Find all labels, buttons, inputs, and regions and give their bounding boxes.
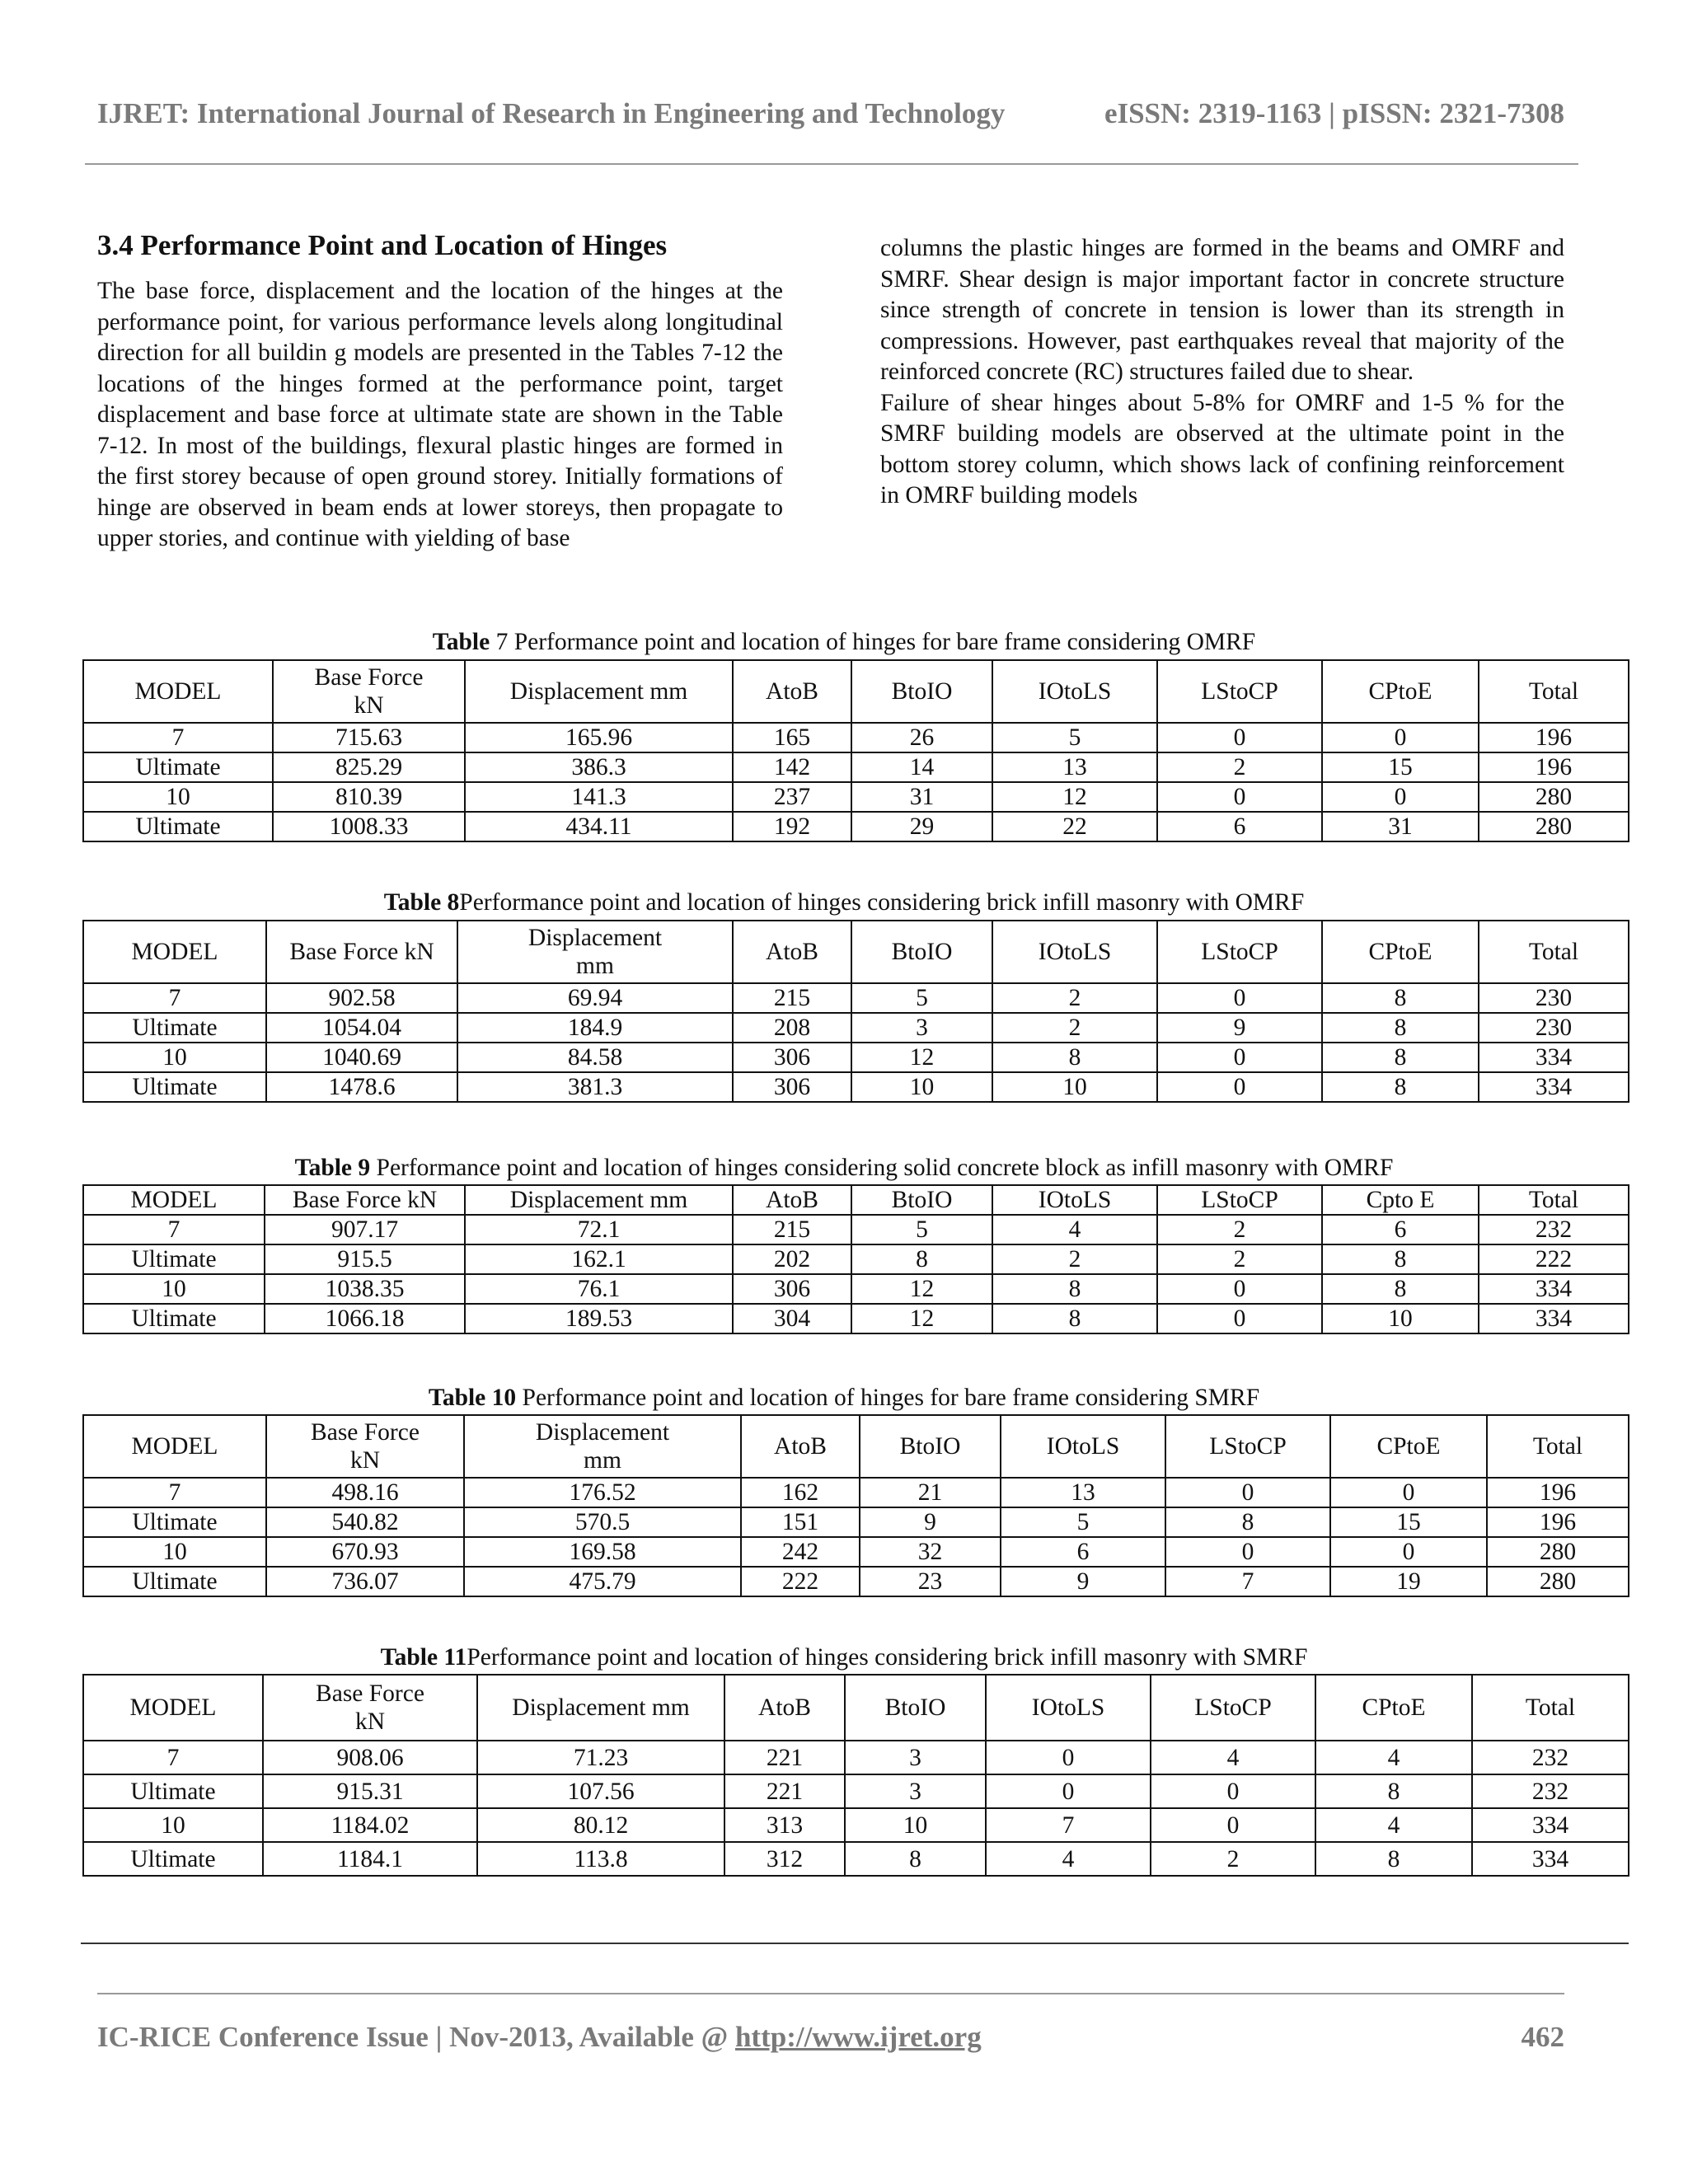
table-cell: 32 xyxy=(860,1537,1001,1567)
table-cell: 242 xyxy=(741,1537,860,1567)
table-cell: 10 xyxy=(992,1072,1157,1102)
table-cell: 31 xyxy=(1322,812,1479,841)
table-row xyxy=(83,752,1629,782)
table-cell: 10 xyxy=(83,1808,263,1842)
table-cell: 8 xyxy=(1322,1013,1479,1043)
table-cell: 4 xyxy=(1315,1741,1472,1774)
table-cell: Ultimate xyxy=(83,1013,266,1043)
table-cell: 2 xyxy=(992,1244,1157,1274)
table-cell: 69.94 xyxy=(457,983,733,1013)
header-cell: IOtoLS xyxy=(1001,1415,1165,1478)
header-cell: MODEL xyxy=(83,1415,266,1478)
header-line: Displacement xyxy=(528,925,663,951)
header-line: Base Force xyxy=(316,1680,424,1707)
table-10 xyxy=(82,1414,1629,1597)
table-cell: 312 xyxy=(724,1842,845,1876)
table-cell: 2 xyxy=(1157,1244,1322,1274)
table-cell: 142 xyxy=(733,752,851,782)
table-label: Table 10 xyxy=(428,1385,517,1411)
table-row xyxy=(83,1774,1629,1808)
table-cell: 0 xyxy=(1330,1478,1487,1507)
table-11-caption xyxy=(0,1644,1688,1671)
table-cell: 6 xyxy=(1157,812,1322,841)
table-cell: 15 xyxy=(1322,752,1479,782)
table-label: Table 9 xyxy=(294,1155,371,1181)
table-header-row xyxy=(83,921,1629,983)
table-cell: 334 xyxy=(1479,1274,1629,1304)
table-cell: 7 xyxy=(986,1808,1151,1842)
table-cell: 498.16 xyxy=(266,1478,464,1507)
table-row xyxy=(83,983,1629,1013)
table-cell: 232 xyxy=(1472,1774,1629,1808)
table-caption-text: Performance point and location of hinges considering brick infill masonry with SMRF xyxy=(467,1644,1308,1671)
table-caption-text: Performance point and location of hinges considering solid concrete block as infill masonry with OMRF xyxy=(370,1155,1394,1181)
table-cell: 8 xyxy=(1322,1043,1479,1072)
header-line: kN xyxy=(354,692,384,719)
header-cell: MODEL xyxy=(83,660,273,723)
table-cell: 334 xyxy=(1479,1072,1629,1102)
table-cell: 6 xyxy=(1322,1215,1479,1244)
table-cell: 810.39 xyxy=(273,782,465,812)
table-cell: 162 xyxy=(741,1478,860,1507)
table-row xyxy=(83,1043,1629,1072)
table-row xyxy=(83,812,1629,841)
header-cell: AtoB xyxy=(741,1415,860,1478)
journal-link[interactable]: http://www.ijret.org xyxy=(734,2021,982,2053)
table-cell: 715.63 xyxy=(273,723,465,752)
table-cell: 4 xyxy=(1315,1808,1472,1842)
header-cell: Base Force kN xyxy=(265,1185,465,1215)
table-cell: 23 xyxy=(860,1567,1001,1596)
table-10-caption xyxy=(0,1385,1688,1412)
table-cell: 10 xyxy=(83,1274,265,1304)
header-cell: AtoB xyxy=(733,921,851,983)
table-cell: 386.3 xyxy=(465,752,733,782)
table-cell: 215 xyxy=(733,1215,851,1244)
header-cell xyxy=(263,1675,477,1741)
table-cell: 7 xyxy=(83,1215,265,1244)
table-9-caption xyxy=(0,1155,1688,1182)
right-paragraph-1: columns the plastic hinges are formed in the beams and OMRF and SMRF. Shear design is major important factor in concrete structure since strength of concrete in tension is lower than its strength in compressions. However, past earthquakes reveal that majority of the reinforced concrete (RC) structures failed due to shear. xyxy=(880,235,1564,385)
table-label: Table 11 xyxy=(380,1644,467,1671)
header-cell: AtoB xyxy=(724,1675,845,1741)
table-cell: Ultimate xyxy=(83,1304,265,1333)
table-cell: 8 xyxy=(1165,1507,1330,1537)
table-cell: 12 xyxy=(851,1304,992,1333)
table-cell: 306 xyxy=(733,1274,851,1304)
table-cell: 306 xyxy=(733,1043,851,1072)
table-row xyxy=(83,1478,1629,1507)
table-cell: 189.53 xyxy=(465,1304,733,1333)
header-cell: Cpto E xyxy=(1322,1185,1479,1215)
table-cell: 31 xyxy=(851,782,992,812)
table-row xyxy=(83,1507,1629,1537)
issn: eISSN: 2319-1163 | pISSN: 2321-7308 xyxy=(1104,97,1564,129)
table-cell: 230 xyxy=(1479,1013,1629,1043)
table-caption-text: Performance point and location of hinges for bare frame considering SMRF xyxy=(516,1385,1260,1411)
left-column xyxy=(97,276,783,555)
header-cell: CPtoE xyxy=(1315,1675,1472,1741)
table-caption-text: Performance point and location of hinges considering brick infill masonry with OMRF xyxy=(459,889,1305,916)
header-line: Base Force xyxy=(311,1419,420,1446)
table-cell: 5 xyxy=(851,1215,992,1244)
table-cell: 0 xyxy=(1157,1274,1322,1304)
table-cell: 237 xyxy=(733,782,851,812)
table-cell: 7 xyxy=(83,723,273,752)
table-cell: 208 xyxy=(733,1013,851,1043)
table-cell: 0 xyxy=(1322,782,1479,812)
table-cell: 8 xyxy=(1322,1244,1479,1274)
header-line: mm xyxy=(576,953,614,979)
table-cell: 230 xyxy=(1479,983,1629,1013)
table-cell: 8 xyxy=(851,1244,992,1274)
table-cell: 21 xyxy=(860,1478,1001,1507)
table-header-row xyxy=(83,1675,1629,1741)
table-cell: 4 xyxy=(992,1215,1157,1244)
table-cell: 13 xyxy=(992,752,1157,782)
table-cell: 0 xyxy=(1165,1478,1330,1507)
table-cell: 304 xyxy=(733,1304,851,1333)
table-cell: 72.1 xyxy=(465,1215,733,1244)
table-header-row xyxy=(83,1415,1629,1478)
table-cell: 0 xyxy=(1157,1304,1322,1333)
header-cell: Displacement mm xyxy=(465,660,733,723)
running-footer xyxy=(97,2021,1564,2054)
header-cell: LStoCP xyxy=(1157,660,1322,723)
table-cell: 334 xyxy=(1472,1842,1629,1876)
table-cell: 196 xyxy=(1479,752,1629,782)
table-cell: Ultimate xyxy=(83,1567,266,1596)
table-cell: 12 xyxy=(851,1274,992,1304)
table-cell: 2 xyxy=(992,983,1157,1013)
table-row xyxy=(83,1072,1629,1102)
header-cell xyxy=(464,1415,741,1478)
table-cell: 9 xyxy=(860,1507,1001,1537)
running-header xyxy=(97,97,1564,130)
table-cell: 8 xyxy=(845,1842,986,1876)
table-cell: 306 xyxy=(733,1072,851,1102)
footer-rule-upper xyxy=(81,1943,1629,1944)
table-label: Table 8 xyxy=(383,889,460,916)
table-cell: 0 xyxy=(1322,723,1479,752)
header-cell: CPtoE xyxy=(1322,921,1479,983)
table-cell: Ultimate xyxy=(83,1072,266,1102)
header-cell: MODEL xyxy=(83,1185,265,1215)
table-cell: 8 xyxy=(1322,1274,1479,1304)
table-cell: 14 xyxy=(851,752,992,782)
table-row xyxy=(83,1304,1629,1333)
header-rule xyxy=(85,163,1578,165)
table-cell: 7 xyxy=(83,983,266,1013)
table-cell: 1008.33 xyxy=(273,812,465,841)
header-cell: CPtoE xyxy=(1322,660,1479,723)
header-cell: LStoCP xyxy=(1157,1185,1322,1215)
table-cell: 222 xyxy=(1479,1244,1629,1274)
table-cell: 162.1 xyxy=(465,1244,733,1274)
table-cell: 334 xyxy=(1479,1304,1629,1333)
table-cell: 9 xyxy=(1001,1567,1165,1596)
header-cell: BtoIO xyxy=(851,1185,992,1215)
table-cell: 8 xyxy=(1315,1774,1472,1808)
header-cell: Displacement mm xyxy=(465,1185,733,1215)
table-cell: 475.79 xyxy=(464,1567,741,1596)
table-cell: 8 xyxy=(992,1043,1157,1072)
table-cell: 907.17 xyxy=(265,1215,465,1244)
header-cell: BtoIO xyxy=(851,660,992,723)
table-cell: 3 xyxy=(851,1013,992,1043)
table-cell: 5 xyxy=(992,723,1157,752)
table-cell: 0 xyxy=(1330,1537,1487,1567)
table-8 xyxy=(82,920,1629,1103)
table-cell: 0 xyxy=(1157,983,1322,1013)
table-cell: 10 xyxy=(845,1808,986,1842)
table-cell: 80.12 xyxy=(477,1808,724,1842)
table-cell: 1054.04 xyxy=(266,1013,457,1043)
header-line: Base Force xyxy=(314,664,424,691)
table-cell: 232 xyxy=(1479,1215,1629,1244)
header-cell: BtoIO xyxy=(851,921,992,983)
table-cell: Ultimate xyxy=(83,812,273,841)
table-header-row xyxy=(83,1185,1629,1215)
table-cell: 334 xyxy=(1479,1043,1629,1072)
table-cell: 71.23 xyxy=(477,1741,724,1774)
header-cell: IOtoLS xyxy=(992,660,1157,723)
table-cell: 381.3 xyxy=(457,1072,733,1102)
table-cell: 313 xyxy=(724,1808,845,1842)
table-cell: 19 xyxy=(1330,1567,1487,1596)
table-cell: 26 xyxy=(851,723,992,752)
header-cell: Total xyxy=(1479,921,1629,983)
table-cell: Ultimate xyxy=(83,1507,266,1537)
table-cell: 334 xyxy=(1472,1808,1629,1842)
table-cell: 215 xyxy=(733,983,851,1013)
table-cell: Ultimate xyxy=(83,1244,265,1274)
table-7-caption xyxy=(0,629,1688,656)
header-cell xyxy=(457,921,733,983)
table-cell: 2 xyxy=(1157,1215,1322,1244)
table-cell: 5 xyxy=(1001,1507,1165,1537)
table-cell: 202 xyxy=(733,1244,851,1274)
table-cell: 1184.1 xyxy=(263,1842,477,1876)
table-cell: 0 xyxy=(986,1774,1151,1808)
table-cell: 1066.18 xyxy=(265,1304,465,1333)
table-row xyxy=(83,1741,1629,1774)
table-cell: 15 xyxy=(1330,1507,1487,1537)
right-column xyxy=(880,233,1564,512)
table-cell: Ultimate xyxy=(83,1774,263,1808)
header-cell: Total xyxy=(1479,1185,1629,1215)
table-row xyxy=(83,1537,1629,1567)
table-cell: 165 xyxy=(733,723,851,752)
header-cell: LStoCP xyxy=(1157,921,1322,983)
table-cell: 141.3 xyxy=(465,782,733,812)
table-cell: 22 xyxy=(992,812,1157,841)
header-cell: IOtoLS xyxy=(986,1675,1151,1741)
table-row xyxy=(83,1842,1629,1876)
header-line: kN xyxy=(354,1708,386,1735)
table-cell: 3 xyxy=(845,1774,986,1808)
table-cell: 8 xyxy=(1322,1072,1479,1102)
table-cell: 151 xyxy=(741,1507,860,1537)
right-paragraph-2: Failure of shear hinges about 5-8% for OMRF and 1-5 % for the SMRF building models are observed at the ultimate point in the bottom storey column, which shows lack of confining reinforcement in OMRF building models xyxy=(880,389,1564,509)
table-cell: 10 xyxy=(83,782,273,812)
table-cell: 232 xyxy=(1472,1741,1629,1774)
header-cell: MODEL xyxy=(83,921,266,983)
table-cell: 7 xyxy=(1165,1567,1330,1596)
table-cell: 0 xyxy=(1157,782,1322,812)
section-title: 3.4 Performance Point and Location of Hinges xyxy=(97,229,668,261)
table-cell: 196 xyxy=(1479,723,1629,752)
header-cell: CPtoE xyxy=(1330,1415,1487,1478)
table-cell: 670.93 xyxy=(266,1537,464,1567)
header-cell xyxy=(266,1415,464,1478)
table-row xyxy=(83,1808,1629,1842)
footer-text: IC-RICE Conference Issue | Nov-2013, Available @ xyxy=(97,2021,735,2053)
left-paragraph: The base force, displacement and the location of the hinges at the performance point, for various performance levels along longitudinal direction for all buildin g models are presented in the Tables 7-12 the locations of the hinges formed at the performance point, target displacement and base force at ultimate state are shown in the Table 7-12. In most of the buildings, flexural plastic hinges are formed in the first storey because of open ground storey. Initially formations of hinge are observed in beam ends at lower storeys, then propagate to upper stories, and continue with yielding of base xyxy=(97,278,783,551)
table-cell: 165.96 xyxy=(465,723,733,752)
table-cell: 10 xyxy=(83,1537,266,1567)
table-cell: 7 xyxy=(83,1741,263,1774)
header-line: mm xyxy=(584,1447,621,1474)
table-8-caption xyxy=(0,889,1688,916)
table-header-row xyxy=(83,660,1629,723)
header-cell: AtoB xyxy=(733,1185,851,1215)
header-cell: IOtoLS xyxy=(992,1185,1157,1215)
table-cell: 10 xyxy=(1322,1304,1479,1333)
table-cell: 107.56 xyxy=(477,1774,724,1808)
table-cell: 280 xyxy=(1479,782,1629,812)
table-cell: 29 xyxy=(851,812,992,841)
table-9 xyxy=(82,1184,1629,1334)
table-cell: 0 xyxy=(986,1741,1151,1774)
table-cell: 570.5 xyxy=(464,1507,741,1537)
header-cell: LStoCP xyxy=(1151,1675,1315,1741)
table-cell: 221 xyxy=(724,1741,845,1774)
header-cell: Base Force kN xyxy=(266,921,457,983)
header-cell: Total xyxy=(1479,660,1629,723)
journal-title: IJRET: International Journal of Research in Engineering and Technology xyxy=(97,97,1006,129)
table-cell: 434.11 xyxy=(465,812,733,841)
header-cell: MODEL xyxy=(83,1675,263,1741)
table-cell: 2 xyxy=(992,1013,1157,1043)
table-cell: 184.9 xyxy=(457,1013,733,1043)
table-cell: 176.52 xyxy=(464,1478,741,1507)
table-cell: Ultimate xyxy=(83,1842,263,1876)
table-cell: 84.58 xyxy=(457,1043,733,1072)
table-cell: 221 xyxy=(724,1774,845,1808)
table-cell: 2 xyxy=(1157,752,1322,782)
table-cell: 222 xyxy=(741,1567,860,1596)
header-cell: LStoCP xyxy=(1165,1415,1330,1478)
table-cell: 10 xyxy=(83,1043,266,1072)
table-cell: 3 xyxy=(845,1741,986,1774)
table-caption-text: 7 Performance point and location of hinges for bare frame considering OMRF xyxy=(490,629,1256,655)
header-cell xyxy=(273,660,465,723)
table-cell: 10 xyxy=(851,1072,992,1102)
footer-rule-lower xyxy=(97,1993,1564,1994)
table-cell: 13 xyxy=(1001,1478,1165,1507)
table-label: Table xyxy=(432,629,490,655)
table-7 xyxy=(82,659,1629,842)
table-cell: 196 xyxy=(1487,1507,1629,1537)
table-cell: 825.29 xyxy=(273,752,465,782)
table-cell: 1478.6 xyxy=(266,1072,457,1102)
table-cell: 915.31 xyxy=(263,1774,477,1808)
table-row xyxy=(83,1567,1629,1596)
table-cell: 280 xyxy=(1487,1537,1629,1567)
header-line: Displacement xyxy=(535,1419,670,1446)
header-cell: Total xyxy=(1487,1415,1629,1478)
table-cell: 0 xyxy=(1165,1537,1330,1567)
table-cell: 8 xyxy=(992,1304,1157,1333)
page-number: 462 xyxy=(1521,2021,1564,2053)
table-cell: 5 xyxy=(851,983,992,1013)
table-cell: 0 xyxy=(1157,723,1322,752)
table-cell: 12 xyxy=(992,782,1157,812)
header-line: kN xyxy=(349,1447,381,1474)
table-cell: 908.06 xyxy=(263,1741,477,1774)
table-row xyxy=(83,782,1629,812)
header-cell: IOtoLS xyxy=(992,921,1157,983)
header-cell: BtoIO xyxy=(860,1415,1001,1478)
header-cell: AtoB xyxy=(733,660,851,723)
table-cell: 0 xyxy=(1157,1072,1322,1102)
table-cell: 7 xyxy=(83,1478,266,1507)
table-cell: 76.1 xyxy=(465,1274,733,1304)
table-row xyxy=(83,1013,1629,1043)
table-cell: 1184.02 xyxy=(263,1808,477,1842)
table-row xyxy=(83,723,1629,752)
table-cell: 902.58 xyxy=(266,983,457,1013)
table-11 xyxy=(82,1674,1629,1877)
table-cell: 280 xyxy=(1487,1567,1629,1596)
table-cell: 6 xyxy=(1001,1537,1165,1567)
table-cell: 0 xyxy=(1151,1808,1315,1842)
table-row xyxy=(83,1244,1629,1274)
header-cell: Total xyxy=(1472,1675,1629,1741)
table-cell: 8 xyxy=(1315,1842,1472,1876)
table-cell: 736.07 xyxy=(266,1567,464,1596)
table-cell: 0 xyxy=(1157,1043,1322,1072)
table-cell: 4 xyxy=(1151,1741,1315,1774)
table-cell: 1038.35 xyxy=(265,1274,465,1304)
table-cell: 0 xyxy=(1151,1774,1315,1808)
table-cell: 1040.69 xyxy=(266,1043,457,1072)
table-cell: 8 xyxy=(1322,983,1479,1013)
header-cell: BtoIO xyxy=(845,1675,986,1741)
table-cell: 169.58 xyxy=(464,1537,741,1567)
table-cell: 9 xyxy=(1157,1013,1322,1043)
table-cell: 196 xyxy=(1487,1478,1629,1507)
table-cell: Ultimate xyxy=(83,752,273,782)
table-cell: 915.5 xyxy=(265,1244,465,1274)
table-cell: 8 xyxy=(992,1274,1157,1304)
table-row xyxy=(83,1215,1629,1244)
table-cell: 2 xyxy=(1151,1842,1315,1876)
header-cell: Displacement mm xyxy=(477,1675,724,1741)
table-cell: 4 xyxy=(986,1842,1151,1876)
table-row xyxy=(83,1274,1629,1304)
table-cell: 113.8 xyxy=(477,1842,724,1876)
table-cell: 540.82 xyxy=(266,1507,464,1537)
table-cell: 280 xyxy=(1479,812,1629,841)
table-cell: 12 xyxy=(851,1043,992,1072)
table-cell: 192 xyxy=(733,812,851,841)
